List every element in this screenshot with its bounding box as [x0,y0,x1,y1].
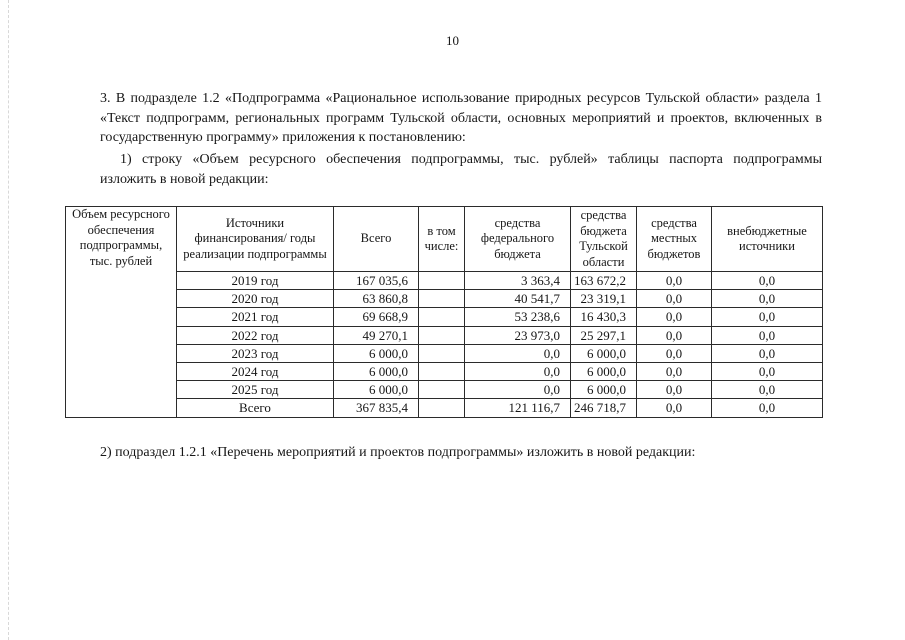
cell-federal: 0,0 [465,362,571,380]
cell-including [419,399,465,417]
table-header-row [66,207,823,272]
table-row [66,344,823,362]
cell-total: 49 270,1 [334,326,419,344]
cell-extrabudget: 0,0 [712,344,823,362]
table-row [66,381,823,399]
paragraph-item-1-line1: 1) строку «Объем ресурсного обеспечения подпрограммы, тыс. рублей» таблицы паспорта подпрограммы [120,152,822,167]
cell-federal: 0,0 [465,381,571,399]
funding-table [65,206,823,418]
cell-extrabudget: 0,0 [712,326,823,344]
table-row [66,308,823,326]
cell-total: 367 835,4 [334,399,419,417]
paragraph-item-1 [100,150,822,189]
cell-regional: 23 319,1 [571,290,637,308]
cell-total: 167 035,6 [334,272,419,290]
cell-total: 69 668,9 [334,308,419,326]
page-number: 10 [446,33,459,48]
header-sources: Источники финансирования/ годы реализации подпрограммы [177,207,334,272]
header-local: средства местных бюджетов [637,207,712,272]
cell-local: 0,0 [637,381,712,399]
cell-extrabudget: 0,0 [712,381,823,399]
cell-extrabudget: 0,0 [712,399,823,417]
paragraph-amendment-3: 3. В подразделе 1.2 «Подпрограмма «Рациональное использование природных ресурсов Тульской области» раздела 1 «Текст подпрограмм, региональных программ Тульской области, основных мероприятий и проектов, включенных в государственную программу» приложения к постановлению: [100,91,822,145]
cell-year: 2022 год [177,326,334,344]
cell-federal: 40 541,7 [465,290,571,308]
cell-federal: 3 363,4 [465,272,571,290]
cell-year: 2020 год [177,290,334,308]
row-label-volume: Объем ресурсного обеспечения подпрограммы, тыс. рублей [66,207,177,418]
cell-year: Всего [177,399,334,417]
cell-year: 2019 год [177,272,334,290]
header-including: в том числе: [419,207,465,272]
cell-local: 0,0 [637,326,712,344]
cell-including [419,290,465,308]
cell-federal: 121 116,7 [465,399,571,417]
cell-federal: 53 238,6 [465,308,571,326]
cell-federal: 23 973,0 [465,326,571,344]
cell-year: 2025 год [177,381,334,399]
cell-extrabudget: 0,0 [712,308,823,326]
cell-regional: 163 672,2 [571,272,637,290]
cell-local: 0,0 [637,362,712,380]
cell-including [419,362,465,380]
cell-including [419,308,465,326]
paragraph-item-2: 2) подраздел 1.2.1 «Перечень мероприятий и проектов подпрограммы» изложить в новой редакции: [100,445,696,460]
header-federal: средства федерального бюджета [465,207,571,272]
cell-including [419,272,465,290]
header-regional: средства бюджета Тульской области [571,207,637,272]
cell-local: 0,0 [637,344,712,362]
cell-including [419,344,465,362]
cell-extrabudget: 0,0 [712,362,823,380]
table-row [66,362,823,380]
cell-regional: 25 297,1 [571,326,637,344]
table-row [66,399,823,417]
cell-regional: 246 718,7 [571,399,637,417]
cell-year: 2024 год [177,362,334,380]
cell-total: 6 000,0 [334,381,419,399]
cell-extrabudget: 0,0 [712,290,823,308]
cell-local: 0,0 [637,399,712,417]
cell-regional: 16 430,3 [571,308,637,326]
table-row [66,290,823,308]
cell-extrabudget: 0,0 [712,272,823,290]
cell-year: 2023 год [177,344,334,362]
cell-federal: 0,0 [465,344,571,362]
table-row [66,272,823,290]
cell-total: 6 000,0 [334,344,419,362]
cell-regional: 6 000,0 [571,381,637,399]
cell-regional: 6 000,0 [571,362,637,380]
cell-local: 0,0 [637,290,712,308]
cell-year: 2021 год [177,308,334,326]
table-row [66,326,823,344]
cell-total: 63 860,8 [334,290,419,308]
page-edge-mark [8,0,10,640]
cell-total: 6 000,0 [334,362,419,380]
cell-regional: 6 000,0 [571,344,637,362]
paragraph-item-1-line2: изложить в новой редакции: [100,171,269,187]
cell-local: 0,0 [637,272,712,290]
cell-local: 0,0 [637,308,712,326]
header-extrabudget: внебюджетные источники [712,207,823,272]
cell-including [419,381,465,399]
header-total: Всего [334,207,419,272]
cell-including [419,326,465,344]
